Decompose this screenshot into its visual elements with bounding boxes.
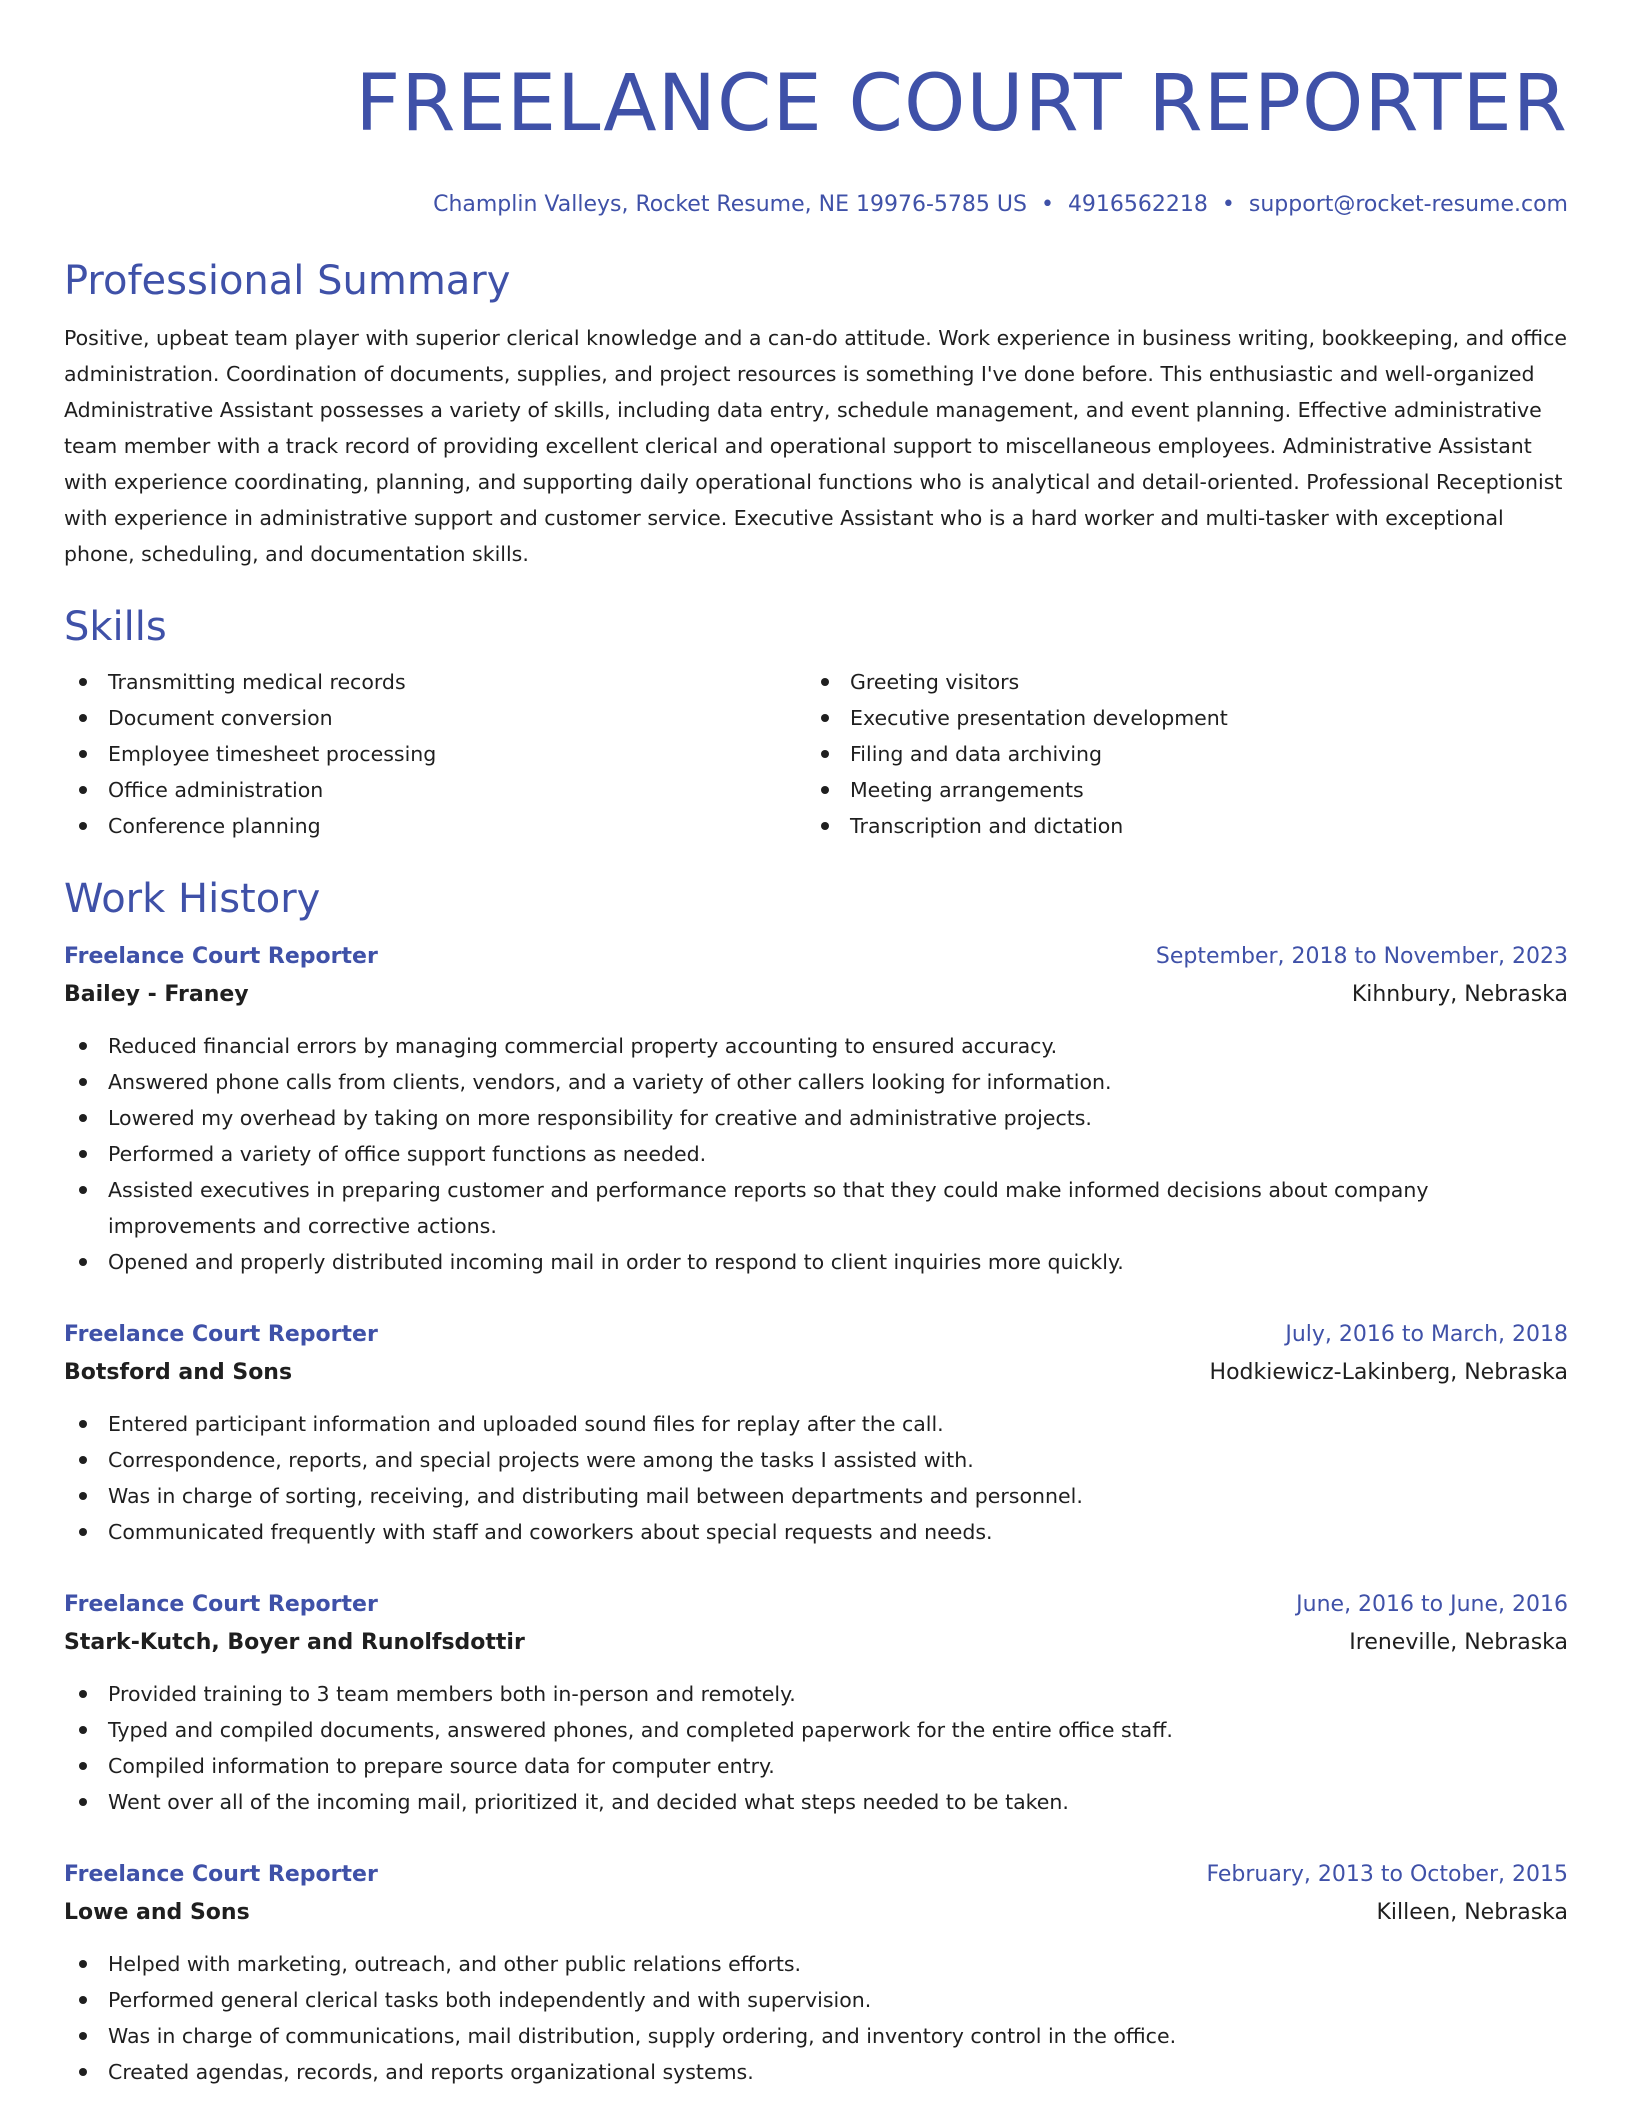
job-bullet: Compiled information to prepare source data for computer entry. [64,1748,1568,1784]
job-entry [64,1856,1568,2090]
job-company-row [64,1624,1568,1662]
job-dates: June, 2016 to June, 2016 [1296,1592,1568,1617]
job-company-row [64,1894,1568,1932]
job-bullet: Went over all of the incoming mail, prioritized it, and decided what steps needed to be taken. [64,1784,1568,1820]
skills-section [64,602,1568,844]
job-entry [64,938,1568,1280]
job-bullet: Lowered my overhead by taking on more responsibility for creative and administrative projects. [64,1100,1568,1136]
job-bullet: Correspondence, reports, and special projects were among the tasks I assisted with. [64,1442,1568,1478]
work-history-section [64,874,1568,2090]
skills-heading: Skills [64,604,167,650]
job-title-row [64,938,1568,976]
job-company: Stark-Kutch, Boyer and Runolfsdottir [64,1630,525,1655]
job-bullet: Answered phone calls from clients, vendors, and a variety of other callers looking for information. [64,1064,1568,1100]
resume-header [64,56,1568,220]
contact-separator: • [1040,192,1054,217]
job-title: Freelance Court Reporter [64,944,378,969]
job-title-row [64,1586,1568,1624]
skill-item: Filing and data archiving [806,736,1548,772]
summary-section [64,256,1568,572]
job-location: Ireneville, Nebraska [1349,1630,1568,1655]
job-bullet-list [64,1946,1568,2090]
skill-item: Transcription and dictation [806,808,1548,844]
job-bullet: Helped with marketing, outreach, and other public relations efforts. [64,1946,1568,1982]
work-history-heading: Work History [64,876,321,922]
skill-item: Conference planning [64,808,806,844]
summary-heading: Professional Summary [64,258,511,304]
contact-phone: 4916562218 [1067,192,1208,217]
job-bullet-list [64,1406,1568,1550]
job-company-row [64,976,1568,1014]
job-bullet: Provided training to 3 team members both in-person and remotely. [64,1676,1568,1712]
job-title: Freelance Court Reporter [64,1862,378,1887]
job-location: Hodkiewicz-Lakinberg, Nebraska [1209,1360,1568,1385]
contact-line [64,190,1568,220]
job-title: Freelance Court Reporter [64,1592,378,1617]
job-bullet: Assisted executives in preparing customer and performance reports so that they could make informed decisions about company improvements and corrective actions. [64,1172,1568,1244]
job-title-row [64,1316,1568,1354]
job-company: Bailey - Franey [64,982,249,1007]
summary-text: Positive, upbeat team player with superior clerical knowledge and a can-do attitude. Work experience in business writing, bookkeeping, and office administration. Coordination of documents, supplies, and project resources is something I've done before. This enthusiastic and well-organized Administrative Assistant possesses a variety of skills, including data entry, schedule management, and event planning. Effective administrative team member with a track record of providing excellent clerical and operational support to miscellaneous employees. Administrative Assistant with experience coordinating, planning, and supporting daily operational functions who is analytical and detail-oriented. Professional Receptionist with experience in administrative support and customer service. Executive Assistant who is a hard worker and multi-tasker with exceptional phone, scheduling, and documentation skills. [64,326,1567,566]
job-company: Botsford and Sons [64,1360,293,1385]
skill-item: Greeting visitors [806,664,1548,700]
job-dates: February, 2013 to October, 2015 [1206,1862,1568,1887]
job-company: Lowe and Sons [64,1900,250,1925]
job-bullet: Opened and properly distributed incoming mail in order to respond to client inquiries more quickly. [64,1244,1568,1280]
job-bullet: Performed a variety of office support functions as needed. [64,1136,1568,1172]
job-bullet: Performed general clerical tasks both independently and with supervision. [64,1982,1568,2018]
job-bullet-list [64,1676,1568,1820]
job-company-row [64,1354,1568,1392]
skill-item: Employee timesheet processing [64,736,806,772]
job-bullet: Typed and compiled documents, answered phones, and completed paperwork for the entire office staff. [64,1712,1568,1748]
job-bullet: Communicated frequently with staff and coworkers about special requests and needs. [64,1514,1568,1550]
job-dates: September, 2018 to November, 2023 [1155,944,1568,969]
job-location: Killeen, Nebraska [1376,1900,1568,1925]
resume-name: FREELANCE COURT REPORTER [355,59,1568,149]
skill-item: Office administration [64,772,806,808]
skill-item: Meeting arrangements [806,772,1548,808]
job-location: Kihnbury, Nebraska [1351,982,1568,1007]
job-entry [64,1586,1568,1820]
job-bullet: Entered participant information and uploaded sound files for replay after the call. [64,1406,1568,1442]
skill-item: Executive presentation development [806,700,1548,736]
contact-address: Champlin Valleys, Rocket Resume, NE 19976-5785 US [433,192,1027,217]
job-dates: July, 2016 to March, 2018 [1285,1322,1568,1347]
job-bullet: Reduced financial errors by managing commercial property accounting to ensured accuracy. [64,1028,1568,1064]
contact-separator: • [1221,192,1235,217]
skills-right-list [806,664,1548,844]
skills-grid [64,664,1568,844]
job-bullet: Created agendas, records, and reports organizational systems. [64,2054,1568,2090]
job-bullet-list [64,1028,1568,1280]
contact-email: support@rocket-resume.com [1248,192,1568,217]
skill-item: Transmitting medical records [64,664,806,700]
job-bullet: Was in charge of communications, mail distribution, supply ordering, and inventory control in the office. [64,2018,1568,2054]
job-title: Freelance Court Reporter [64,1322,378,1347]
job-bullet: Was in charge of sorting, receiving, and distributing mail between departments and personnel. [64,1478,1568,1514]
job-entry [64,1316,1568,1550]
job-title-row [64,1856,1568,1894]
skill-item: Document conversion [64,700,806,736]
skills-left-list [64,664,806,844]
